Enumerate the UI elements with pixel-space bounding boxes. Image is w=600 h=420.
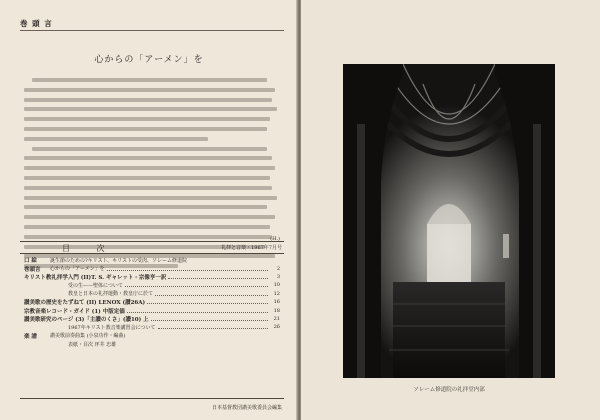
essay-line (24, 105, 280, 114)
contents-item-page: 3 (276, 273, 280, 280)
contents-item (24, 281, 280, 289)
essay-line (24, 145, 280, 154)
contents-rule-top (20, 241, 284, 242)
contents-item (24, 306, 280, 314)
contents-item (24, 273, 280, 281)
essay-title: 心からの「アーメン」を (94, 55, 204, 65)
chapel-interior-photo (343, 64, 555, 378)
contents-leader (155, 292, 268, 296)
contents-item-page: 10 (273, 282, 280, 289)
contents-item-page: 12 (273, 290, 280, 297)
contents-item (24, 315, 280, 323)
contents-leader (168, 275, 268, 279)
essay-line (24, 86, 280, 95)
contents-item-title: 1967年キリスト教音楽講習会について (68, 324, 156, 331)
contents-item-page: 26 (273, 324, 280, 331)
contents-item-category: 巻頭言 (24, 266, 41, 273)
contents-leader (151, 317, 268, 321)
essay-line (24, 233, 280, 242)
essay-line (24, 96, 280, 105)
contents-item-category: 讃美歌研究のページ (3)「主讃のくさ」(讃10) 上 (24, 316, 149, 323)
photo-caption: ソレーム修道院の礼拝堂内部 (413, 387, 485, 393)
contents-leader (147, 300, 268, 304)
contents-item-page: 2 (276, 265, 280, 272)
essay-signature: (H.) (270, 236, 280, 242)
contents-item-category: 讃美歌の歴史をたずねて (II) LENOX (讃26A) (24, 300, 146, 307)
essay-line (24, 184, 280, 193)
contents-item-page: 18 (273, 307, 280, 314)
table-of-contents (24, 256, 280, 348)
contents-leader (158, 325, 268, 329)
contents-item-title: 誕生節のための?キリスト、キリストの受肉、ソレーム修道院 (50, 257, 188, 264)
essay-line (24, 115, 280, 124)
contents-item-title: T. S. ギャレット・宗像亨一訳 (91, 274, 167, 281)
essay-line (24, 213, 280, 222)
contents-item-category: 口 絵 (24, 258, 37, 265)
contents-item-title: 教皇と日本の礼拝運動・教皇庁に於て (68, 291, 154, 298)
essay-line (24, 174, 280, 183)
contents-rule-mid (20, 253, 284, 254)
contents-item-title: 表紙・目次 坪井 忠雄 (68, 341, 117, 348)
contents-item-page: 21 (273, 315, 280, 322)
contents-leader (107, 267, 268, 271)
contents-item-title: 受の生——聖体について (68, 282, 123, 289)
contents-item-category: 楽 譜 (24, 333, 37, 340)
essay-line (24, 194, 280, 203)
contents-item-category: 宗教音楽レコード・ガイド (1) 中版定価 (24, 308, 125, 315)
contents-item-page: 16 (273, 299, 280, 306)
contents-issue: 礼拝と音楽・1967年7月号 (221, 245, 282, 251)
contents-item (24, 264, 280, 272)
contents-leader (127, 309, 268, 313)
contents-heading: 目 次 (62, 244, 117, 253)
contents-rule-bottom (20, 398, 284, 399)
contents-item (24, 332, 280, 340)
essay-line (24, 76, 280, 85)
essay-line (24, 125, 280, 134)
contents-leader (125, 283, 268, 287)
section-label: 巻 頭 言 (20, 19, 53, 28)
left-page (0, 0, 298, 420)
publisher-credit: 日本基督教団讃美歌委員会編集 (211, 405, 282, 411)
essay-line (24, 203, 280, 212)
contents-item-title: 心からの「アーメン」を (50, 266, 105, 273)
contents-item (24, 290, 280, 298)
contents-item (24, 298, 280, 306)
essay-line (24, 154, 280, 163)
essay-line (24, 135, 280, 144)
contents-item-title: 讃美歌前奏曲集 (小泉功作・編曲) (50, 333, 126, 340)
contents-item (24, 340, 280, 348)
contents-item (24, 256, 280, 264)
essay-line (24, 164, 280, 173)
contents-item-category: キリスト教礼拝学入門 (II) (24, 274, 92, 281)
header-rule (20, 30, 284, 31)
essay-line (24, 223, 280, 232)
contents-item (24, 323, 280, 331)
